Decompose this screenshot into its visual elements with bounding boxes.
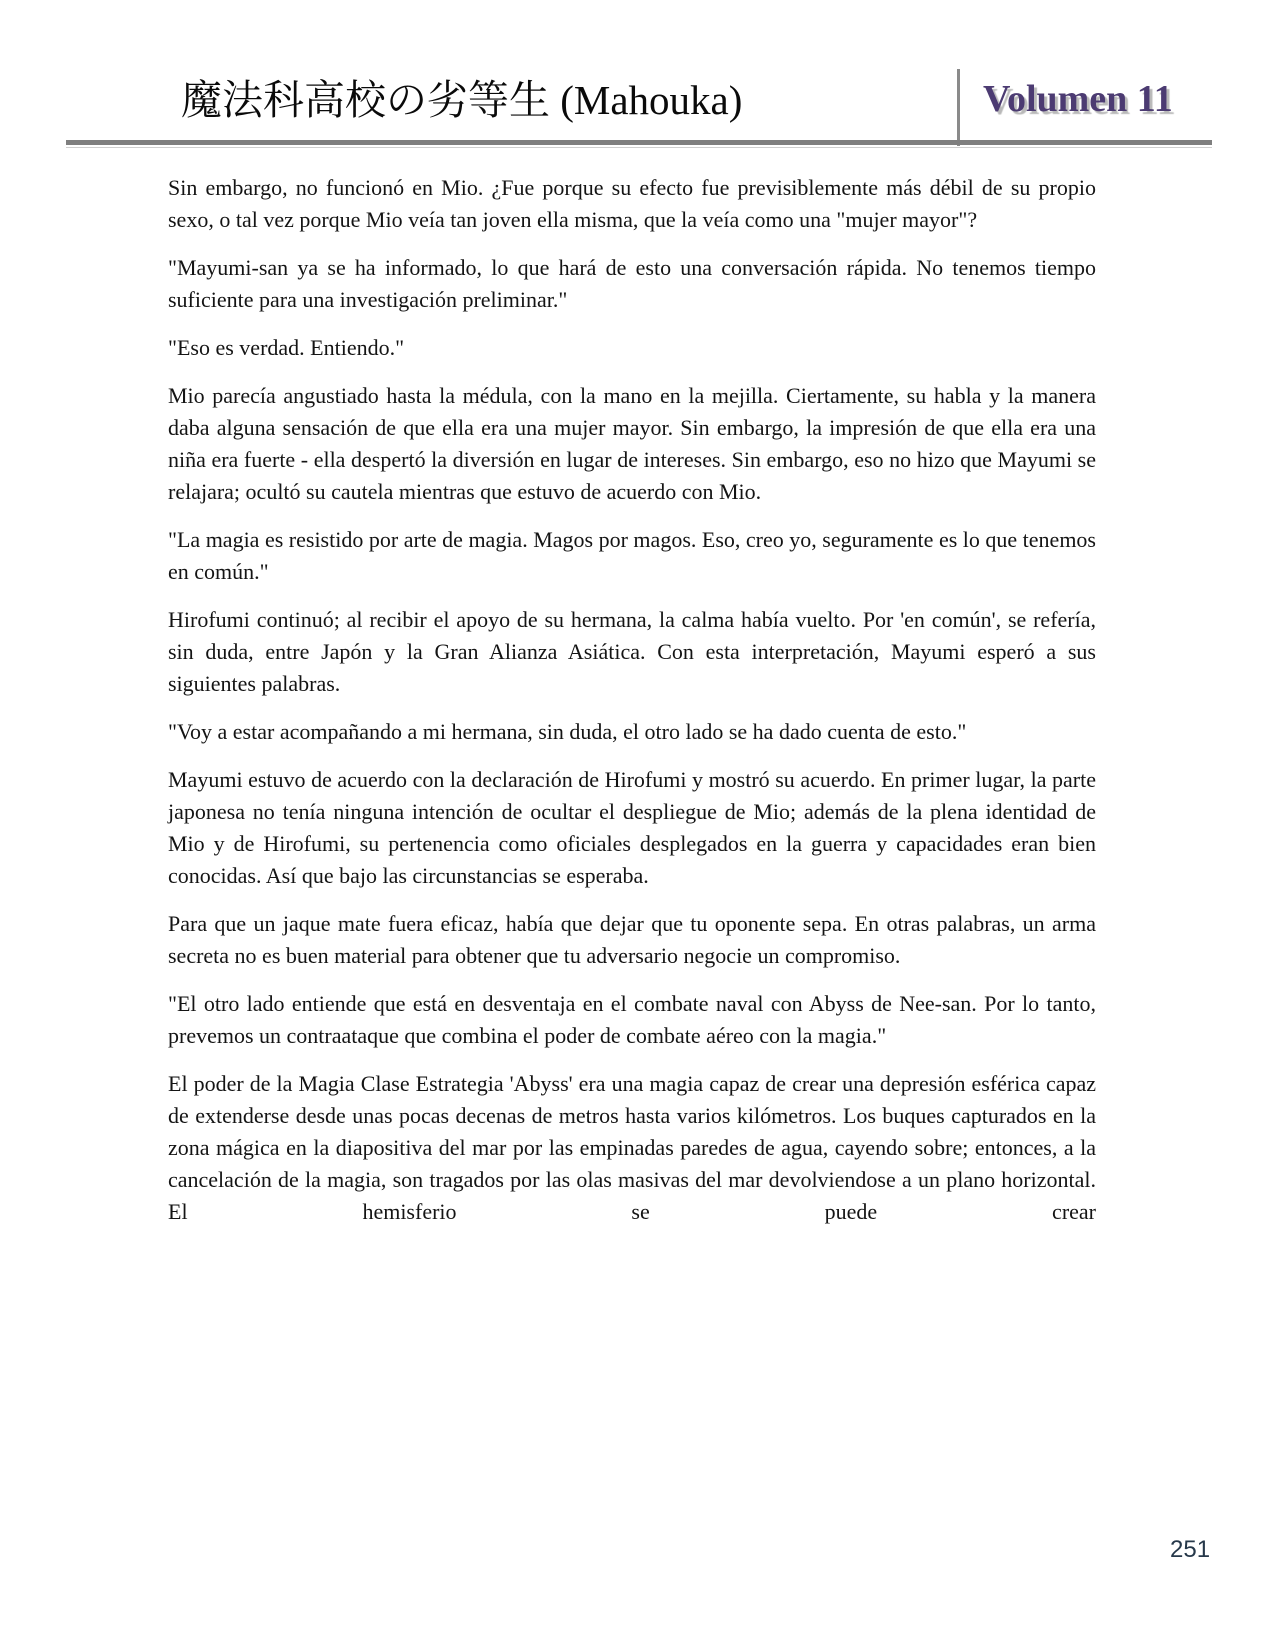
body-paragraph: "Voy a estar acompañando a mi hermana, sin duda, el otro lado se ha dado cuenta de esto." (168, 719, 967, 744)
body-paragraph: "El otro lado entiende que está en desventaja en el combate naval con Abyss de Nee-san. Por lo tanto, prevemos un contraataque que combina el poder de combate aéreo con la magia." (168, 991, 1096, 1048)
body-paragraph: Mayumi estuvo de acuerdo con la declaración de Hirofumi y mostró su acuerdo. En primer lugar, la parte japonesa no tenía ninguna intención de ocultar el despliegue de Mio; además de la plena identidad de Mio y de Hirofumi, su pertenencia como oficiales desplegados en la guerra y capacidades eran bien conocidas. Así que bajo las circunstancias se esperaba. (168, 767, 1096, 888)
body-paragraph: "Mayumi-san ya se ha informado, lo que hará de esto una conversación rápida. No tenemos tiempo suficiente para una investigación preliminar." (168, 255, 1096, 312)
body-paragraph: Para que un jaque mate fuera eficaz, había que dejar que tu oponente sepa. En otras palabras, un arma secreta no es buen material para obtener que tu adversario negocie un compromiso. (168, 911, 1096, 968)
body-paragraph: El poder de la Magia Clase Estrategia 'Abyss' era una magia capaz de crear una depresión esférica capaz de extenderse desde unas pocas decenas de metros hasta varios kilómetros. Los buques capturados en la zona mágica en la diapositiva del mar por las empinadas paredes de agua, cayendo sobre; entonces, a la cancelación de la magia, son tragados por las olas masivas del mar devolviendose a un plano horizontal. El hemisferio se puede crear (168, 1071, 1096, 1224)
page-number: 251 (1170, 1536, 1211, 1563)
body-paragraph: Hirofumi continuó; al recibir el apoyo de su hermana, la calma había vuelto. Por 'en común', se refería, sin duda, entre Japón y la Gran Alianza Asiática. Con esta interpretación, Mayumi esperó a sus siguientes palabras. (168, 607, 1096, 696)
body-paragraph: "La magia es resistido por arte de magia. Magos por magos. Eso, creo yo, seguramente es lo que tenemos en común." (168, 527, 1096, 584)
page-body (168, 172, 1096, 1244)
body-paragraph: Sin embargo, no funcionó en Mio. ¿Fue porque su efecto fue previsiblemente más débil de su propio sexo, o tal vez porque Mio veía tan joven ella misma, que la veía como una "mujer mayor"? (168, 175, 1096, 232)
header-divider-bar (957, 69, 960, 146)
body-paragraph: Mio parecía angustiado hasta la médula, con la mano en la mejilla. Ciertamente, su habla y la manera daba alguna sensación de que ella era una mujer mayor. Sin embargo, la impresión de que ella era una niña era fuerte - ella despertó la diversión en lugar de intereses. Sin embargo, eso no hizo que Mayumi se relajara; ocultó su cautela mientras que estuvo de acuerdo con Mio. (168, 383, 1096, 504)
volume-label: Volumen 11 (983, 78, 1173, 120)
header-rule (66, 140, 1212, 145)
body-paragraph: "Eso es verdad. Entiendo." (168, 335, 405, 360)
book-title: 魔法科高校の劣等生 (Mahouka) (181, 77, 743, 123)
